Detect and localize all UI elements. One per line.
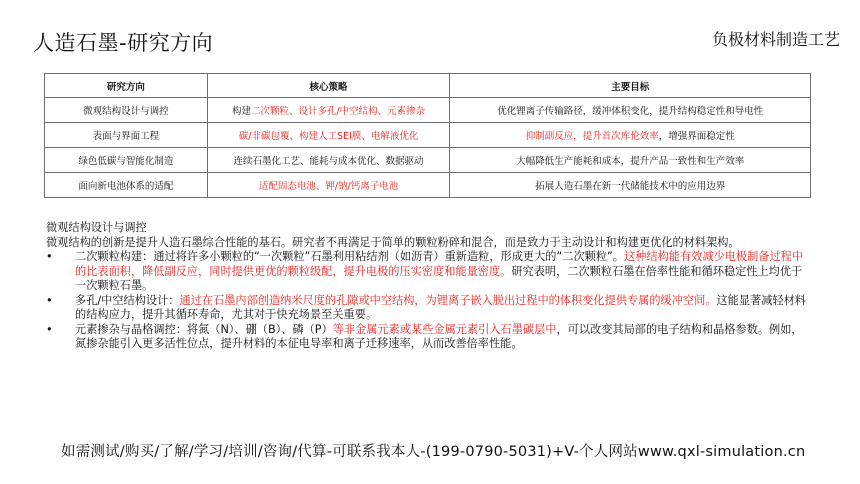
cell-strategy: [207, 123, 450, 148]
cell-goal-text: 大幅降低生产能耗和成本，提升产品一致性和生产效率: [516, 156, 745, 167]
cell-goal-text: 抑制副反应，提升首次库伦效率: [525, 131, 659, 142]
cell-strategy-text: 二次颗粒、设计多孔/中空结构、元素掺杂: [250, 106, 426, 117]
cell-goal-text: ，增强界面稳定性: [658, 131, 735, 142]
cell-strategy: [207, 98, 450, 123]
bullet-text: 多孔/中空结构设计：: [75, 293, 180, 307]
cell-strategy-text: 构建: [231, 106, 251, 117]
header-direction: 研究方向: [45, 74, 208, 98]
table-row: [45, 123, 811, 148]
bullet-text: 这能显著减轻材料的结构应力，提升其循环寿命，尤其对于快充场景至关重要。: [75, 293, 806, 321]
bullet-text: 这种结构能有效减少电极制备过程中的比表面积，降低副反应，同时提供更优的颗粒级配，提升电极的压实密度和能量密度。: [75, 250, 804, 278]
bullet-text: 元素掺杂与晶格调控：将氮（N）、硼（B）、磷（P）: [75, 322, 333, 336]
research-direction-table: [44, 73, 811, 198]
table-row: [45, 173, 811, 198]
bullet-item: [75, 323, 806, 352]
content-body: [46, 221, 806, 352]
cell-strategy-text: 连续石墨化工艺、能耗与成本优化、数据驱动: [233, 156, 424, 167]
section-heading: 微观结构设计与调控: [46, 221, 147, 234]
cell-direction: 绿色低碳与智能化制造: [45, 148, 208, 173]
cell-goal-text: 拓展人造石墨在新一代储能技术中的应用边界: [535, 181, 726, 192]
slide-subtitle: 负极材料制造工艺: [711, 30, 840, 49]
contact-footer: 如需测试/购买/了解/学习/培训/咨询/代算-可联系我本人-(199-0790-5031)+V-个人网站www.qxl-simulation.cn: [61, 444, 806, 460]
bullet-list: [46, 250, 806, 352]
cell-strategy: [207, 173, 450, 198]
header-goal: 主要目标: [450, 74, 811, 98]
cell-goal: [450, 98, 811, 123]
bullet-text: 研究表明，二次颗粒石墨在倍率性能和循环稳定性上均优于一次颗粒石墨。: [75, 264, 803, 292]
table-row: [45, 148, 811, 173]
bullet-item: [75, 250, 806, 294]
cell-strategy-text: 碳/非碳包覆、构建人工SEI膜、电解液优化: [238, 131, 419, 142]
slide-title: 人造石墨-研究方向: [33, 31, 214, 55]
cell-direction: 面向新电池体系的适配: [45, 173, 208, 198]
table-header-row: [45, 74, 811, 98]
bullet-text: 通过在石墨内部创造纳米尺度的孔隙或中空结构，为锂离子嵌入脱出过程中的体积变化提供专属的缓冲空间。: [179, 293, 717, 307]
bullet-text: 等非金属元素或某些金属元素引入石墨碳层中: [332, 322, 557, 336]
bullet-text: ，可以改变其局部的电子结构和晶格参数。例如，氮掺杂能引入更多活性位点，提升材料的本征电导率和离子迁移速率，从而改善倍率性能。: [75, 322, 803, 350]
bullet-item: [75, 294, 806, 323]
bullet-text: 二次颗粒构建：通过将许多小颗粒的“一次颗粒”石墨利用粘结剂（如沥青）重新造粒，形成更大的“二次颗粒”。: [75, 250, 624, 263]
cell-goal: [450, 173, 811, 198]
cell-direction: 微观结构设计与调控: [45, 98, 208, 123]
cell-goal: [450, 148, 811, 173]
cell-strategy: [207, 148, 450, 173]
cell-direction: 表面与界面工程: [45, 123, 208, 148]
cell-goal-text: 优化锂离子传输路径，缓冲体积变化，提升结构稳定性和导电性: [497, 106, 764, 117]
cell-strategy-text: 适配固态电池、钾/钠/钙离子电池: [258, 181, 399, 192]
table-row: [45, 98, 811, 123]
header-strategy: 核心策略: [207, 74, 450, 98]
intro-paragraph: 微观结构的创新是提升人造石墨综合性能的基石。研究者不再满足于简单的颗粒粉碎和混合，而是致力于主动设计和构建更优化的材料架构。: [46, 235, 740, 249]
cell-goal: [450, 123, 811, 148]
